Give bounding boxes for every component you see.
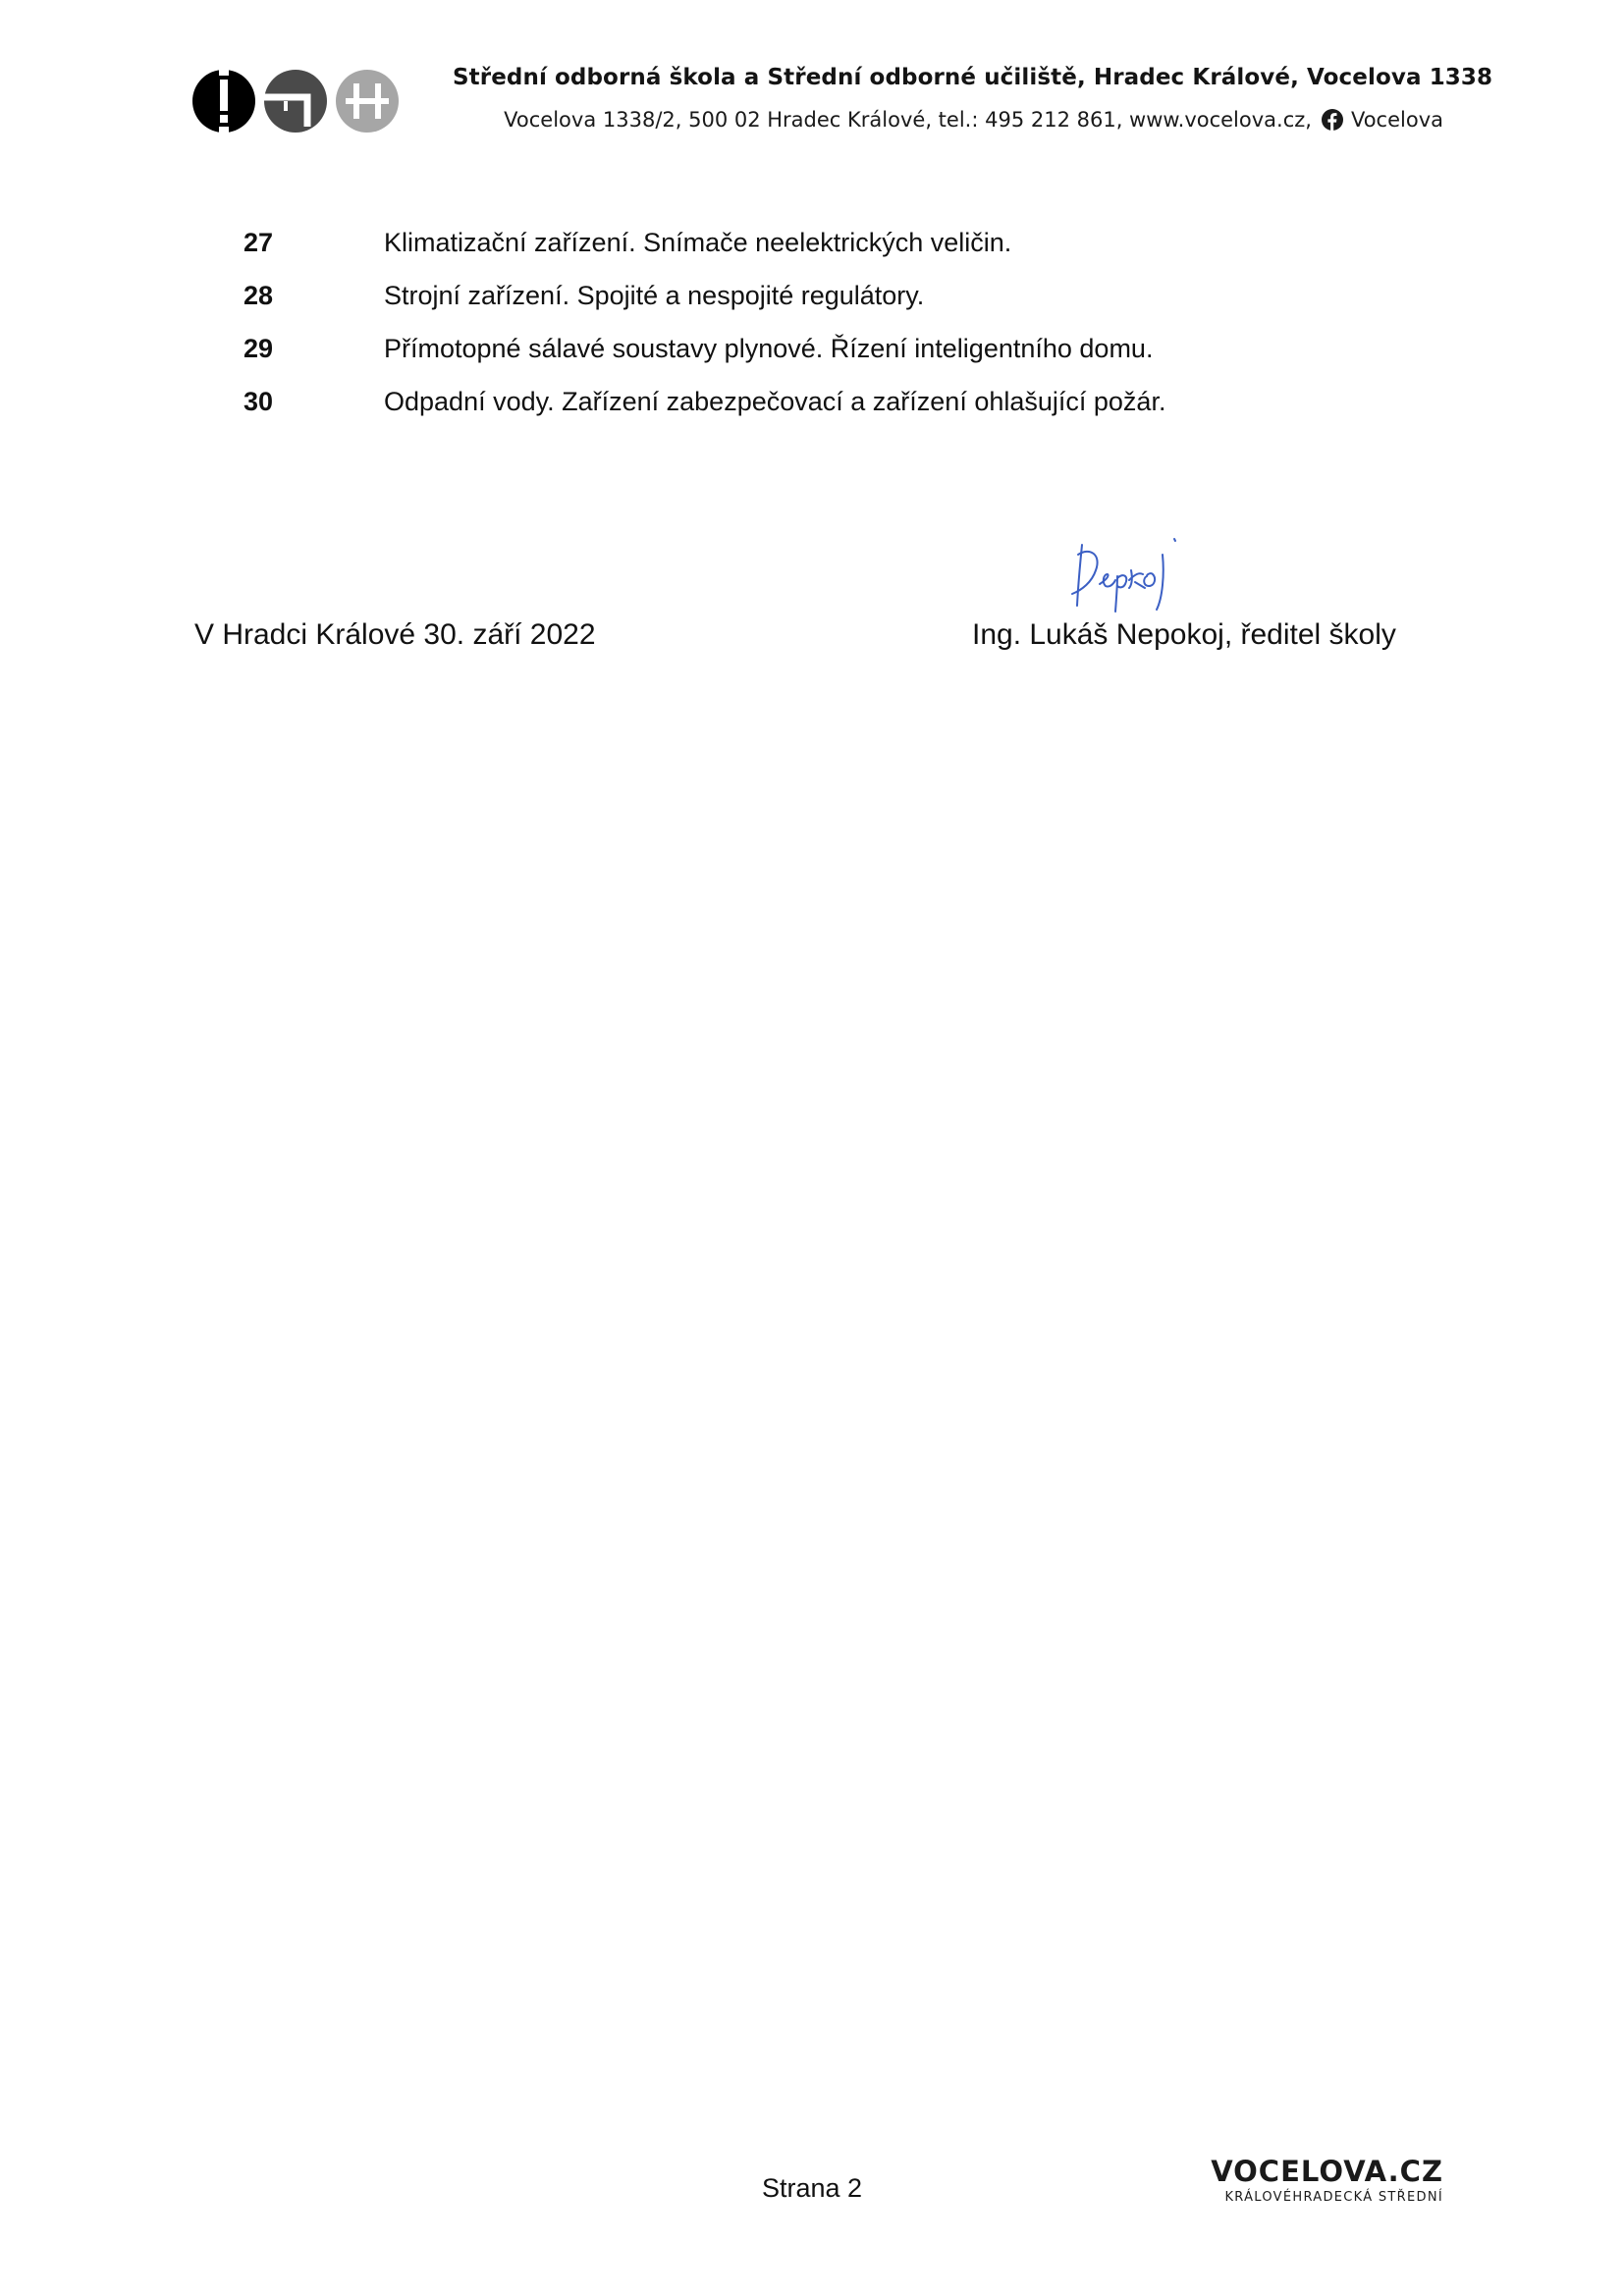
letterhead [192, 65, 1493, 143]
logo-info-icon [192, 70, 255, 133]
topic-text: Přímotopné sálavé soustavy plynové. Řízení inteligentního domu. [384, 334, 1154, 363]
topic-text: Strojní zařízení. Spojité a nespojité regulátory. [384, 281, 925, 310]
topic-text: Odpadní vody. Zařízení zabezpečovací a zařízení ohlašující požár. [384, 387, 1166, 416]
topic-text: Klimatizační zařízení. Snímače neelektrických veličin. [384, 228, 1012, 257]
topic-number: 30 [244, 387, 274, 416]
contact-details: Vocelova 1338/2, 500 02 Hradec Králové, tel.: 495 212 861, www.vocelova.cz, [504, 108, 1312, 132]
topic-number: 29 [244, 334, 274, 363]
list-item [244, 228, 1422, 281]
logo-pipe-icon [264, 70, 327, 133]
school-logos [192, 70, 399, 134]
list-item [244, 281, 1422, 334]
facebook-icon [1322, 109, 1343, 131]
list-item [244, 334, 1422, 387]
handwritten-signature [1060, 525, 1198, 618]
topic-number: 27 [244, 228, 274, 257]
facebook-label: Vocelova [1350, 108, 1443, 132]
topic-list [244, 228, 1422, 440]
school-contact-line [453, 108, 1443, 132]
brand-wordmark: VOCELOVA.CZ [1211, 2155, 1443, 2188]
list-item [244, 387, 1422, 440]
school-name: Střední odborná škola a Střední odborné učiliště, Hradec Králové, Vocelova 1338 [453, 65, 1493, 90]
topic-number: 28 [244, 281, 274, 310]
signatory: Ing. Lukáš Nepokoj, ředitel školy [972, 618, 1396, 651]
footer-brand [1159, 2155, 1443, 2208]
logo-h-icon [336, 70, 399, 133]
brand-tagline: KRÁLOVÉHRADECKÁ STŘEDNÍ [1224, 2190, 1443, 2205]
page-number: Strana 2 [761, 2173, 863, 2203]
place-and-date: V Hradci Králové 30. září 2022 [194, 618, 596, 651]
